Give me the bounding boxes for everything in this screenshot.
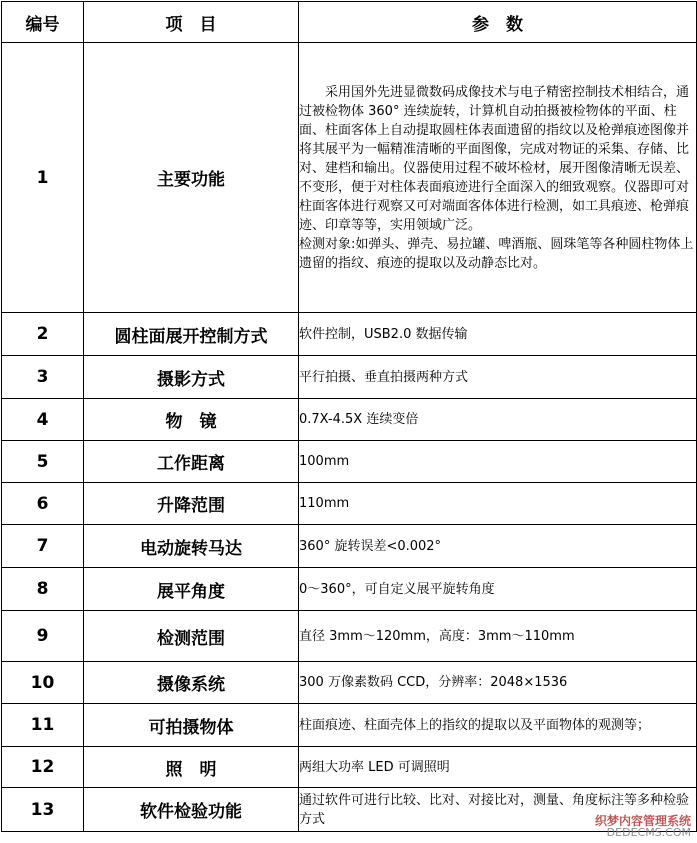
row-param: 直径 3mm～120mm，高度：3mm～110mm [299, 611, 697, 662]
table-row [2, 611, 697, 662]
row-item: 摄像系统 [84, 662, 299, 704]
row-no: 7 [2, 525, 84, 568]
header-no: 编号 [2, 2, 84, 43]
row-item: 物 镜 [84, 399, 299, 441]
row-param: 平行拍摄、垂直拍摄两种方式 [299, 356, 697, 399]
row-param: 两组大功率 LED 可调照明 [299, 747, 697, 788]
row-no: 1 [2, 43, 84, 313]
table-row [2, 568, 697, 611]
row-item: 圆柱面展开控制方式 [84, 313, 299, 356]
row-param: 110mm [299, 483, 697, 525]
row-no: 6 [2, 483, 84, 525]
row-no: 10 [2, 662, 84, 704]
table-row [2, 43, 697, 313]
row-param: 100mm [299, 441, 697, 483]
table-row [2, 788, 697, 832]
row-param: 0.7X-4.5X 连续变倍 [299, 399, 697, 441]
table-row [2, 747, 697, 788]
row-param: 通过软件可进行比较、比对、对接比对，测量、角度标注等多种检验方式 [299, 788, 697, 832]
table-row [2, 525, 697, 568]
table-row [2, 356, 697, 399]
watermark-domain: DEDECMS.COM [606, 826, 691, 839]
table-row [2, 313, 697, 356]
row-item: 升降范围 [84, 483, 299, 525]
row-no: 11 [2, 704, 84, 747]
row-no: 3 [2, 356, 84, 399]
row-item: 软件检验功能 [84, 788, 299, 832]
row-item: 检测范围 [84, 611, 299, 662]
header-param: 参 数 [299, 2, 697, 43]
table-row [2, 704, 697, 747]
row-param [299, 43, 697, 313]
table-row [2, 662, 697, 704]
table-row [2, 441, 697, 483]
row-item: 主要功能 [84, 43, 299, 313]
row-param: 300 万像素数码 CCD，分辨率：2048×1536 [299, 662, 697, 704]
row-param: 0～360°，可自定义展平旋转角度 [299, 568, 697, 611]
table-header-row [2, 2, 697, 43]
spec-table [1, 1, 697, 832]
param-paragraph: 采用国外先进显微数码成像技术与电子精密控制技术相结合，通过被检物体 360° 连续旋转，计算机自动拍摄被检物体的平面、柱面、柱面客体上自动提取圆柱体表面遗留的指纹以及枪弹痕迹图像并将其展平为一幅精准清晰的平面图像，完成对物证的采集、存储、比对、建档和输出。仪器使用过程不破坏检材，展开图像清晰无误差、不变形，便于对柱体表面痕迹进行全面深入的细致观察。仪器即可对柱面客体进行观察又可对端面客体体进行检测，如工具痕迹、枪弹痕迹、印章等等，实用领域广泛。 [299, 84, 690, 233]
row-no: 12 [2, 747, 84, 788]
row-no: 4 [2, 399, 84, 441]
table-row [2, 483, 697, 525]
row-item: 照 明 [84, 747, 299, 788]
site-watermark [595, 815, 691, 839]
row-no: 2 [2, 313, 84, 356]
row-no: 8 [2, 568, 84, 611]
row-item: 可拍摄物体 [84, 704, 299, 747]
row-no: 13 [2, 788, 84, 832]
param-paragraph: 检测对象:如弹头、弹壳、易拉罐、啤酒瓶、圆珠笔等各种圆柱物体上遗留的指纹、痕迹的提取以及动静态比对。 [299, 236, 694, 271]
row-param: 360° 旋转误差<0.002° [299, 525, 697, 568]
table-row [2, 399, 697, 441]
row-no: 9 [2, 611, 84, 662]
row-item: 电动旋转马达 [84, 525, 299, 568]
row-no: 5 [2, 441, 84, 483]
row-item: 工作距离 [84, 441, 299, 483]
row-item: 摄影方式 [84, 356, 299, 399]
watermark-brand: 织梦内容管理系统 [594, 814, 691, 828]
row-param: 柱面痕迹、柱面壳体上的指纹的提取以及平面物体的观测等； [299, 704, 697, 747]
header-item: 项 目 [84, 2, 299, 43]
row-param: 软件控制，USB2.0 数据传输 [299, 313, 697, 356]
row-item: 展平角度 [84, 568, 299, 611]
